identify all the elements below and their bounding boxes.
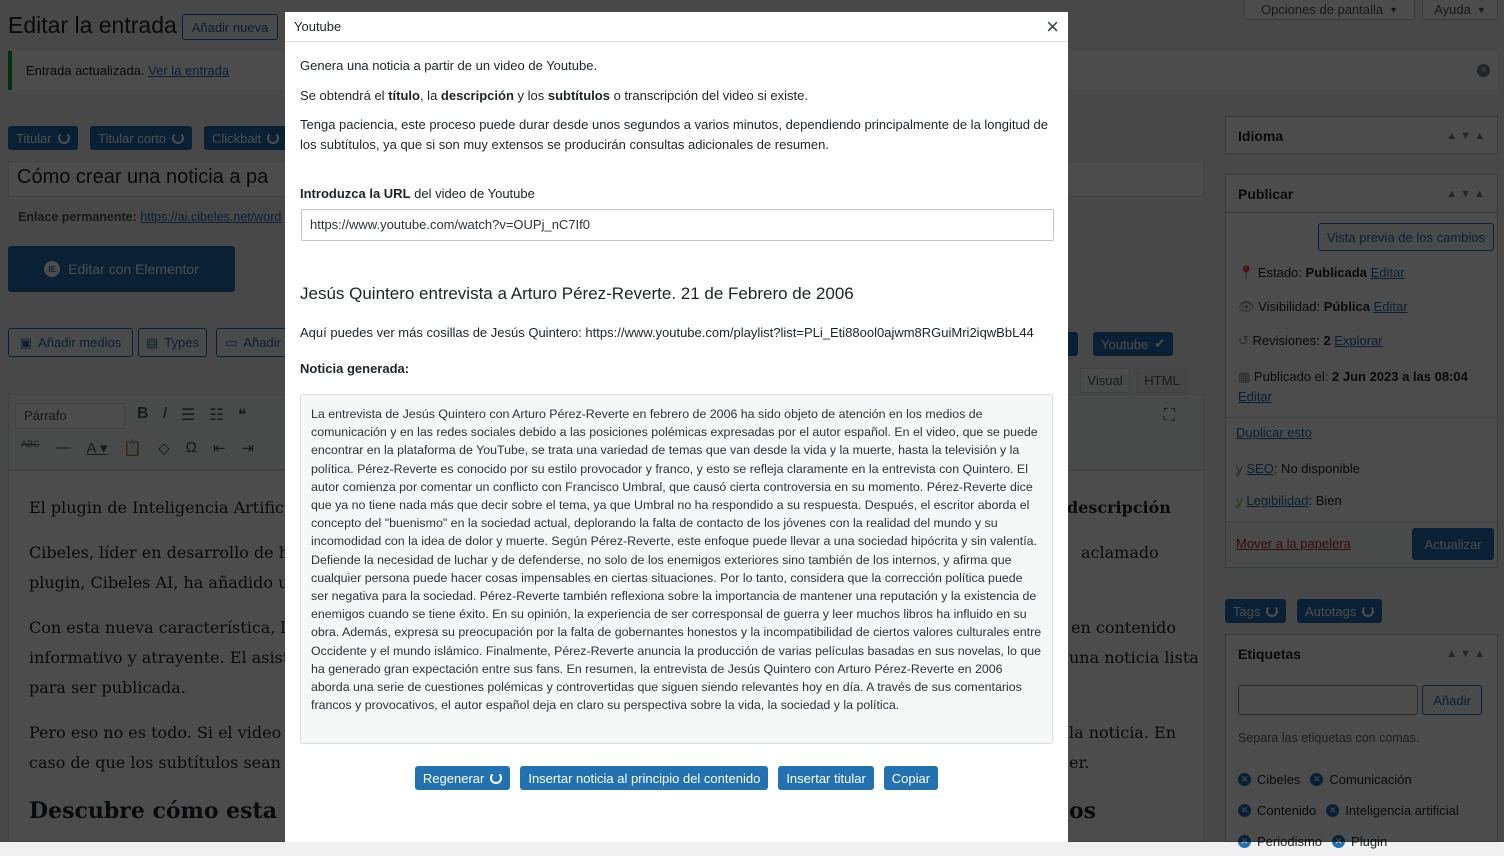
- modal-header: [285, 12, 1068, 42]
- insert-headline-button[interactable]: Insertar titular: [778, 766, 873, 790]
- insert-news-button[interactable]: Insertar noticia al principio del contenido: [520, 766, 768, 790]
- intro-line-3: Tenga paciencia, este proceso puede durar desde unos segundos a varios minutos, dependiendo principalmente de la longitud de los subtítulos, ya que si son muy extensos se producirán consultas adicionales de resumen.: [300, 117, 1049, 152]
- video-description: Aquí puedes ver más cosillas de Jesús Quintero: https://www.youtube.com/playlist?list=PLi_Eti88ool0ajwm8RGuiMri2iqwBbL44: [300, 325, 1034, 340]
- intro2-text: Se obtendrá el: [300, 88, 389, 103]
- intro2-text: y los: [513, 88, 548, 103]
- refresh-icon: [490, 772, 502, 784]
- regenerate-button[interactable]: [415, 766, 510, 790]
- intro2-bold-desc: descripción: [440, 88, 514, 103]
- copy-button[interactable]: Copiar: [884, 766, 938, 790]
- intro2-bold-title: título: [388, 88, 420, 103]
- url-label: [300, 184, 1054, 204]
- close-icon[interactable]: ×: [1046, 13, 1059, 39]
- intro2-text: , la: [419, 88, 441, 103]
- generated-label: Noticia generada:: [300, 361, 410, 376]
- regenerate-label: Regenerar: [422, 770, 485, 786]
- intro2-text: o transcripción del video si existe.: [609, 88, 808, 103]
- modal-actions: [285, 766, 1068, 790]
- youtube-modal: [285, 12, 1068, 842]
- intro-line-2: [300, 86, 1054, 106]
- intro-line-1: Genera una noticia a partir de un video de Youtube.: [300, 58, 598, 73]
- intro2-bold-subs: subtítulos: [547, 88, 610, 103]
- url-label-rest: del video de Youtube: [410, 186, 535, 201]
- modal-title: Youtube: [294, 19, 342, 34]
- url-label-bold: Introduzca la URL: [300, 186, 411, 201]
- youtube-url-input[interactable]: https://www.youtube.com/watch?v=OUPj_nC7If0: [301, 209, 1054, 241]
- generated-news-textarea[interactable]: La entrevista de Jesús Quintero con Arturo Pérez-Reverte en febrero de 2006 ha sido objeto de atención en los medios de comunicación y en las redes sociales debido a las posiciones polémicas expresadas por el autor español. En el video, que se puede encontrar en la plataforma de YouTube, se trata una variedad de temas que van desde la vida y la muerte, hasta la televisión y la política. Pérez-Reverte es conocido por su estilo provocador y franco, y esto se refleja claramente en la entrevista con Quintero. El autor comienza por comentar un conflicto con Francisco Umbral, que causó cierta controversia en su momento. Pérez-Reverte dice que ya no tiene nada más que decir sobre el tema, ya que Umbral no ha respondido a su respuesta. Después, el escritor aborda el concepto del "buenismo" en la sociedad actual, deplorando la falta de contacto de los jóvenes con la realidad del mundo y su incomodidad con la idea de dolor y muerte. Según Pérez-Reverte, este enfoque puede llevar a una sociedad hipócrita y sin valentía. Defiende la necesidad de luchar y de defenderse, no solo de los enemigos exteriores sino también de los internos, y afirma que cualquier persona puede hacer cosas impensables en ciertas situaciones. Por lo tanto, considera que la corrección política puede ser negativa para la sociedad. Pérez-Reverte también reflexiona sobre la importancia de mantener una reputación y la existencia de enemigos cuando se tiene éxito. En su opinión, la experiencia de ser corresponsal de guerra y leer muchos libros ha influido en su obra. Además, expresa su preocupación por la falta de gobernantes honestos y la incompatibilidad de ciertos valores culturales entre Occidente y el mundo islámico. Finalmente, Pérez-Reverte anuncia la producción de varias películas basadas en sus novelas, lo que ha generado gran expectación entre sus fans. En resumen, la entrevista de Jesús Quintero con Arturo Pérez-Reverte en 2006 aborda una serie de cuestiones polémicas y controvertidas que siguen siendo relevantes hoy en día. A través de sus comentarios francos y provocativos, el autor español deja en claro su perspectiva sobre la vida, la sociedad y la política.: [300, 394, 1053, 744]
- video-title: Jesús Quintero entrevista a Arturo Pérez-Reverte. 21 de Febrero de 2006: [300, 284, 854, 303]
